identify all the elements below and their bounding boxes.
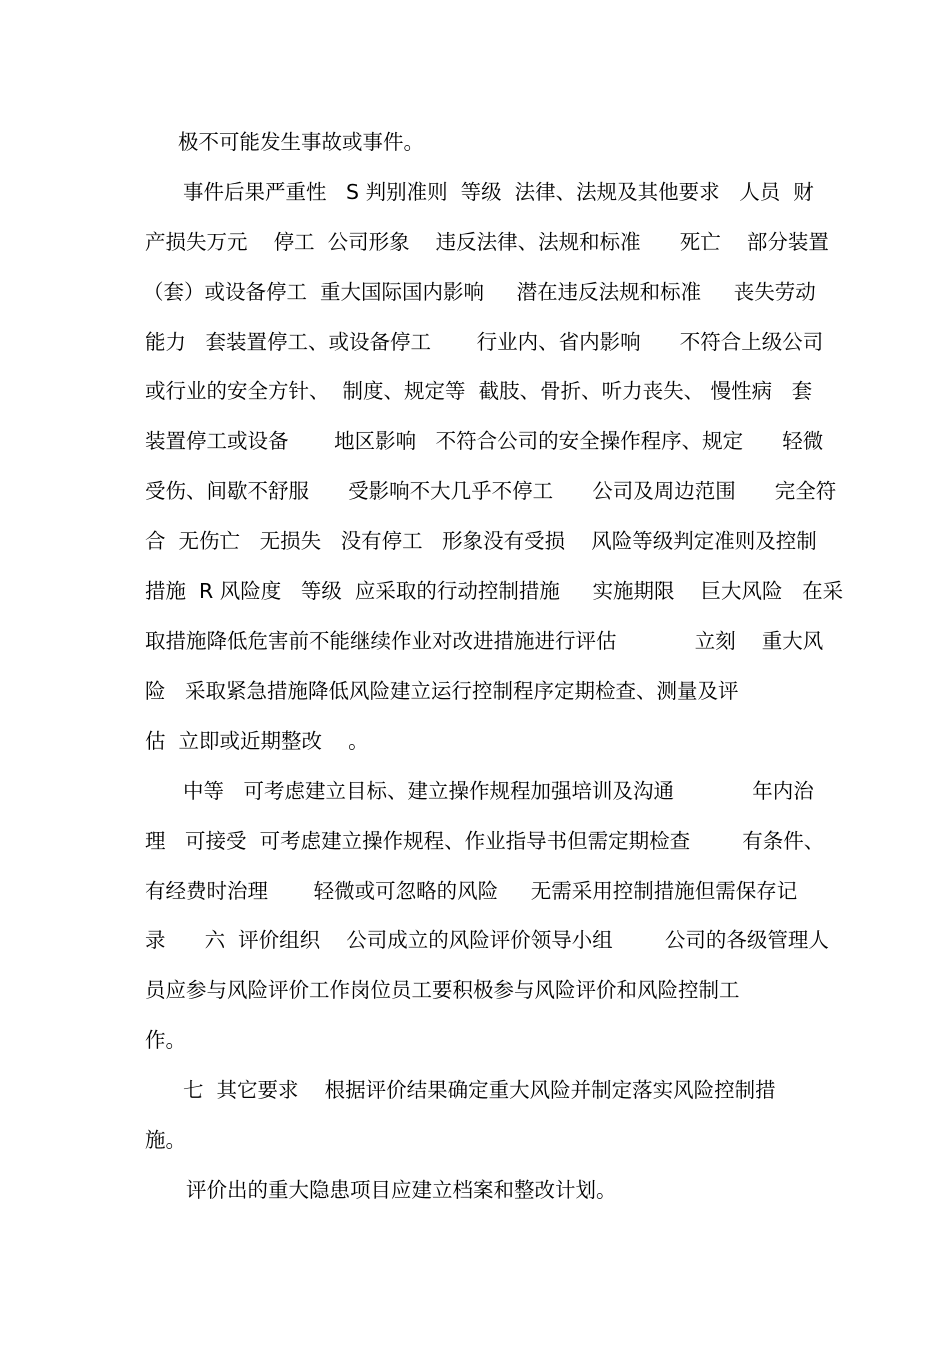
- text-line: 装置停工或设备 地区影响 不符合公司的安全操作程序、规定 轻微: [145, 429, 824, 453]
- text-line: 员应参与风险评价工作岗位员工要积极参与风险评价和风险控制工: [145, 978, 740, 1002]
- text-line: 估 立即或近期整改 。: [145, 729, 369, 753]
- text-line: 或行业的安全方针、 制度、规定等 截肢、骨折、听力丧失、 慢性病 套: [145, 379, 813, 403]
- text-line: 七 其它要求 根据评价结果确定重大风险并制定落实风险控制措: [183, 1078, 776, 1102]
- text-line: 事件后果严重性 S 判别准则 等级 法律、法规及其他要求 人员 财: [183, 180, 814, 204]
- text-line: 理 可接受 可考虑建立操作规程、作业指导书但需定期检查 有条件、: [145, 829, 825, 853]
- text-line: 险 采取紧急措施降低风险建立运行控制程序定期检查、测量及评: [145, 679, 739, 703]
- text-line: 录 六 评价组织 公司成立的风险评价领导小组 公司的各级管理人: [145, 928, 829, 952]
- text-line: 能力 套装置停工、或设备停工 行业内、省内影响 不符合上级公司: [145, 330, 824, 354]
- text-line: 评价出的重大隐患项目应建立档案和整改计划。: [186, 1178, 617, 1202]
- text-line: 受伤、间歇不舒服 受影响不大几乎不停工 公司及周边范围 完全符: [145, 479, 837, 503]
- text-line: 作。: [145, 1028, 186, 1052]
- text-line: 措施 R 风险度 等级 应采取的行动控制措施 实施期限 巨大风险 在采: [145, 579, 844, 603]
- text-line: 中等 可考虑建立目标、建立操作规程加强培训及沟通 年内治: [183, 779, 814, 803]
- text-line: 有经费时治理 轻微或可忽略的风险 无需采用控制措施但需保存记: [145, 879, 798, 903]
- text-line: （套）或设备停工 重大国际国内影响 潜在违反法规和标准 丧失劳动: [143, 280, 816, 304]
- text-line: 取措施降低危害前不能继续作业对改进措施进行评估 立刻 重大风: [145, 629, 824, 653]
- text-line: 极不可能发生事故或事件。: [178, 130, 424, 154]
- text-line: 施。: [145, 1128, 186, 1152]
- text-line: 产损失万元 停工 公司形象 违反法律、法规和标准 死亡 部分装置: [145, 230, 829, 254]
- text-line: 合 无伤亡 无损失 没有停工 形象没有受损 风险等级判定准则及控制: [145, 529, 817, 553]
